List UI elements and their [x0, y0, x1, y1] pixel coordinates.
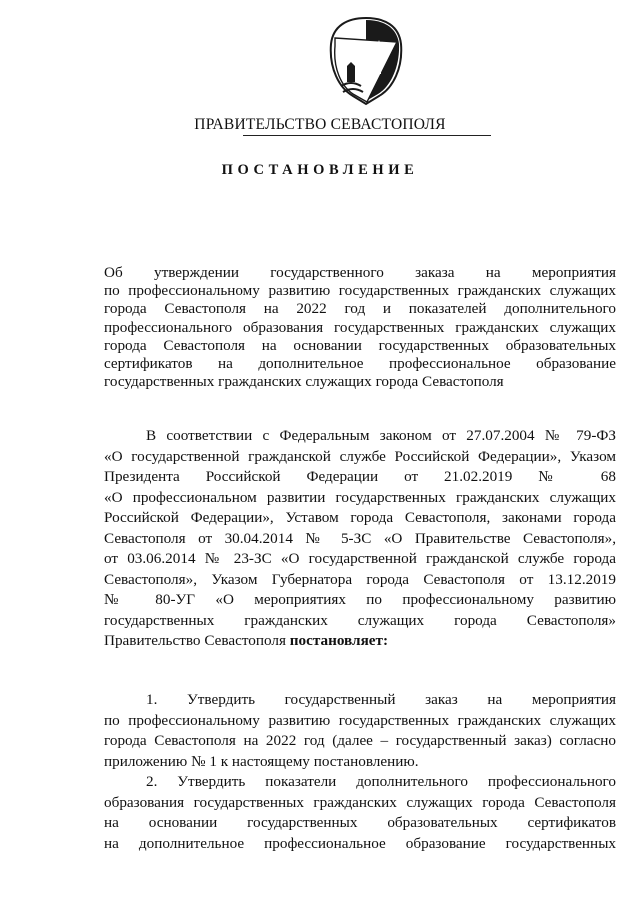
government-name: ПРАВИТЕЛЬСТВО СЕВАСТОПОЛЯ [194, 116, 446, 133]
item2-line: образования государственных гражданских служащих города Севастополя [104, 793, 616, 811]
item1-line: 1. Утвердить государственный заказ на мероприятия [146, 691, 616, 708]
header-divider [243, 135, 491, 136]
preamble-line: № 80-УГ «О мероприятиях по профессиональному развитию [104, 591, 616, 608]
preamble-paragraph [104, 426, 616, 652]
item1-line: города Севастополя на 2022 год (далее – государственный заказ) согласно [104, 732, 616, 749]
preamble-line: государственных гражданских служащих города Севастополя» [104, 611, 616, 629]
preamble-closing-text: Правительство Севастополя [104, 632, 290, 649]
item1-line: приложению № 1 к настоящему постановлению. [104, 752, 419, 770]
preamble-closing-line [104, 631, 616, 652]
document-type-title: ПОСТАНОВЛЕНИЕ [221, 162, 419, 178]
item2-line: на основании государственных образовательных сертификатов [104, 814, 616, 831]
document-subject [104, 264, 616, 391]
item2-line: на дополнительное профессиональное образование государственных [104, 834, 616, 852]
subject-line: города Севастополя на 2022 год и показателей дополнительного [104, 300, 616, 318]
resolution-item-1 [104, 690, 616, 772]
preamble-line: Севастополя от 30.04.2014 № 5-ЗС «О Правительстве Севастополя», [104, 529, 616, 547]
item1-line: по профессиональному развитию государственных гражданских служащих [104, 711, 616, 729]
sevastopol-coat-of-arms-emblem [327, 16, 405, 108]
resolution-keyword: постановляет: [289, 632, 389, 649]
subject-line: профессионального образования государственных гражданских служащих [104, 318, 616, 336]
subject-line: по профессиональному развитию государственных гражданских служащих [104, 282, 616, 300]
preamble-line: Российской Федерации», Уставом города Севастополя, законами города [104, 509, 616, 526]
item2-line: 2. Утвердить показатели дополнительного профессионального [146, 773, 616, 790]
preamble-line: «О государственной гражданской службе Российской Федерации», Указом [104, 447, 616, 465]
preamble-line: В соответствии с Федеральным законом от 27.07.2004 № 79-ФЗ [146, 427, 616, 444]
subject-line: сертификатов на дополнительное профессиональное образование [104, 355, 616, 373]
resolution-item-2 [104, 772, 616, 854]
subject-line: Об утверждении государственного заказа на мероприятия [104, 264, 616, 281]
preamble-line: Президента Российской Федерации от 21.02.2019 № 68 [104, 468, 616, 485]
subject-line: государственных гражданских служащих города Севастополя [104, 373, 504, 391]
subject-line: города Севастополя на основании государственных образовательных [104, 336, 616, 354]
preamble-line: Севастополя», Указом Губернатора города Севастополя от 13.12.2019 [104, 570, 616, 588]
preamble-line: «О профессиональном развитии государственных гражданских служащих [104, 488, 616, 506]
preamble-line: от 03.06.2014 № 23-ЗС «О государственной гражданской службе города [104, 550, 616, 567]
